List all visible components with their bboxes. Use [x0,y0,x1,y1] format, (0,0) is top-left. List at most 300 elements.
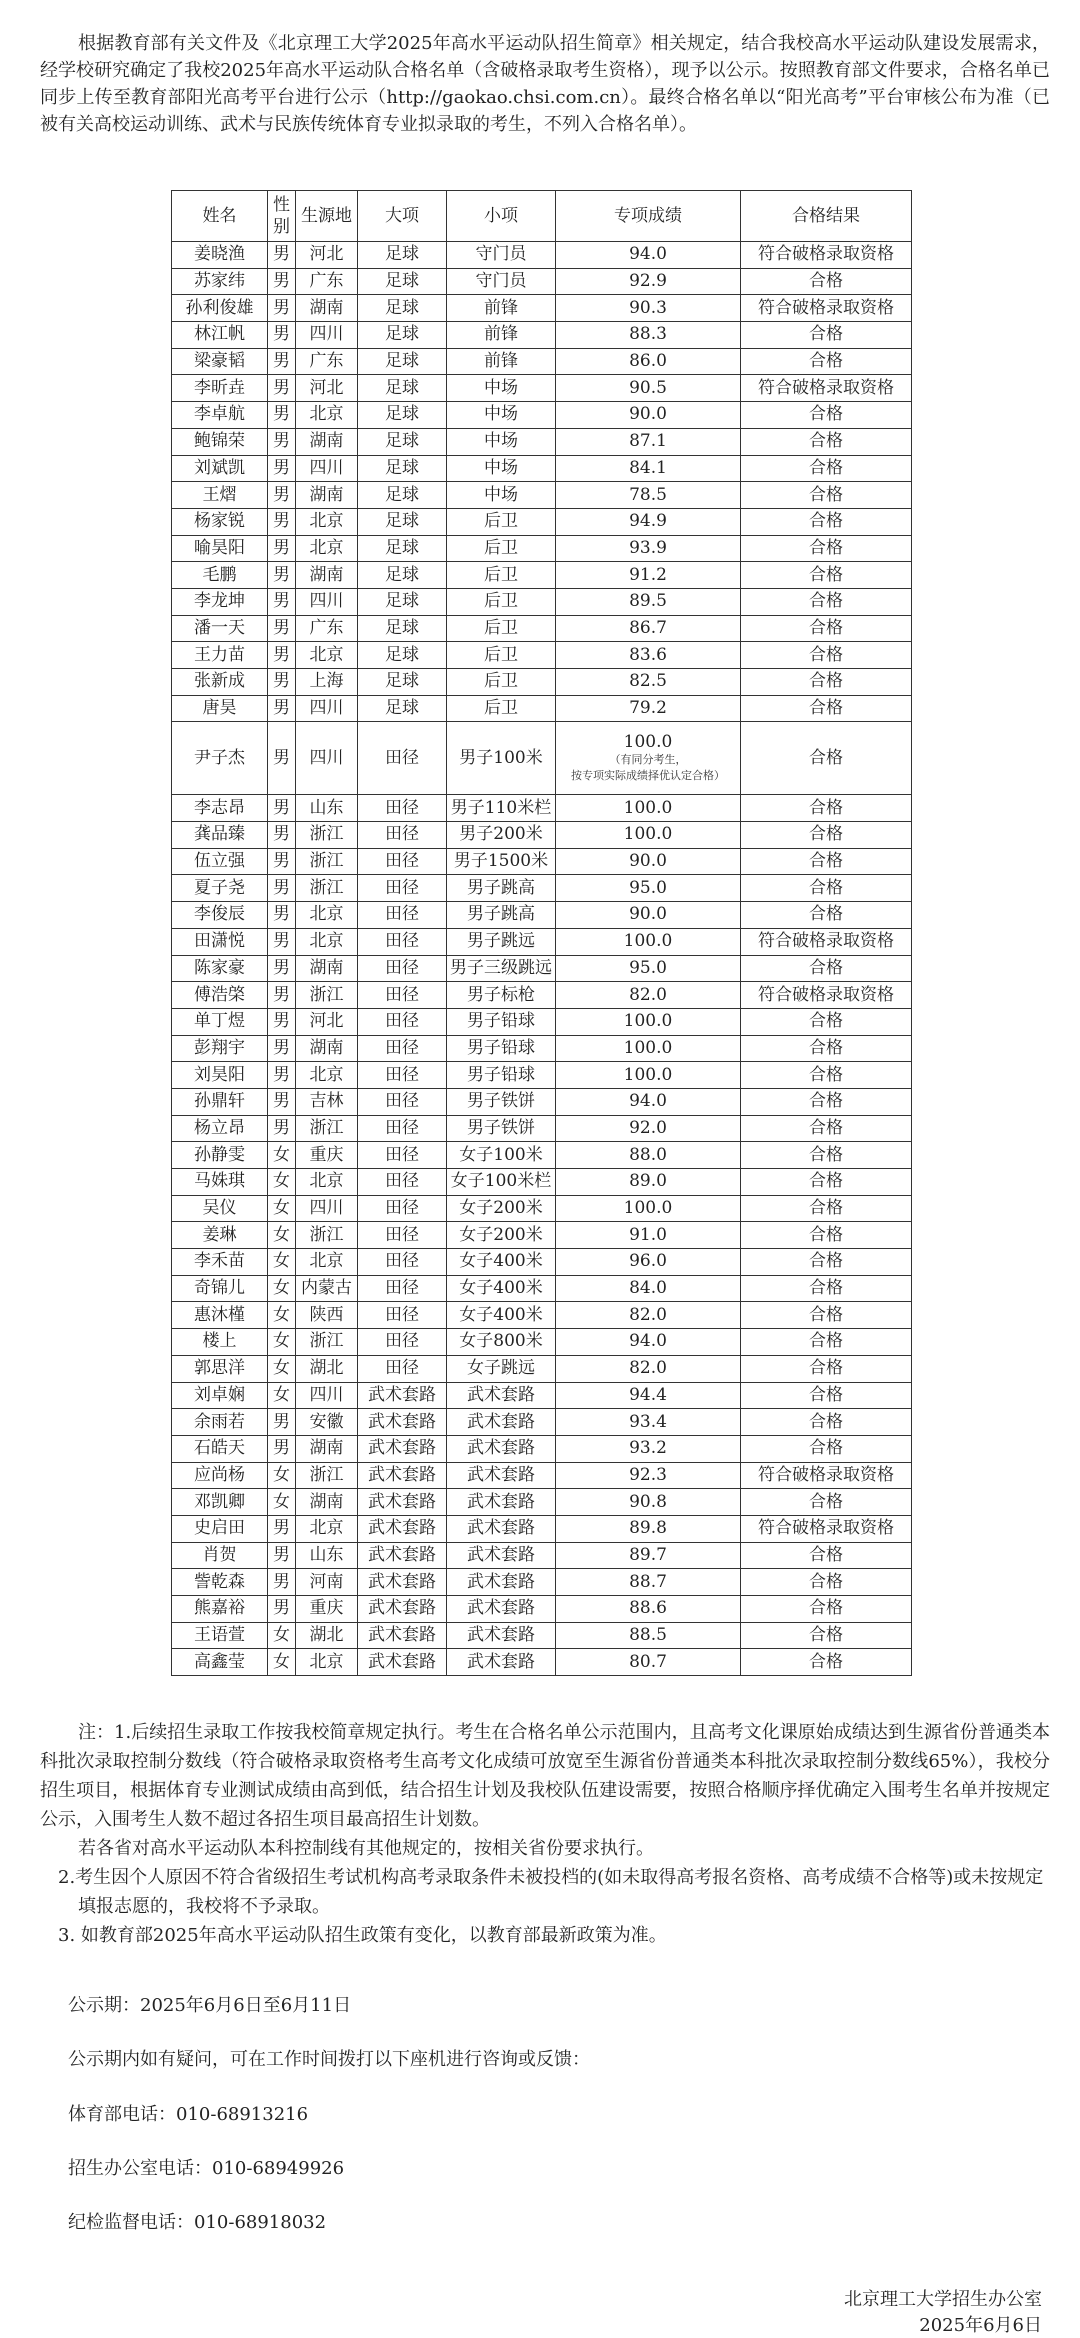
table-row [172,322,912,349]
cell-result: 合格 [741,535,912,562]
cell-event: 男子跳远 [447,928,556,955]
cell-event: 前锋 [447,322,556,349]
cell-gender: 男 [268,562,296,589]
cell-score: 90.0 [556,402,741,429]
cell-gender: 男 [268,482,296,509]
cell-category: 足球 [358,455,447,482]
cell-result: 合格 [741,1222,912,1249]
cell-gender: 男 [268,982,296,1009]
cell-name: 奇锦儿 [172,1275,268,1302]
cell-event: 后卫 [447,642,556,669]
cell-gender: 女 [268,1222,296,1249]
cell-result: 合格 [741,1115,912,1142]
cell-score: 95.0 [556,955,741,982]
cell-origin: 内蒙古 [296,1275,358,1302]
table-row [172,1062,912,1089]
cell-name: 王力苗 [172,642,268,669]
cell-score: 88.5 [556,1622,741,1649]
cell-score: 96.0 [556,1249,741,1276]
cell-origin: 北京 [296,1515,358,1542]
cell-event: 女子400米 [447,1249,556,1276]
cell-gender: 男 [268,615,296,642]
cell-category: 足球 [358,482,447,509]
cell-score: 90.8 [556,1489,741,1516]
cell-result: 合格 [741,902,912,929]
cell-result: 合格 [741,482,912,509]
cell-result: 合格 [741,1088,912,1115]
table-row [172,1355,912,1382]
cell-gender: 男 [268,1115,296,1142]
cell-gender: 女 [268,1249,296,1276]
cell-result: 符合破格录取资格 [741,1515,912,1542]
cell-score: 92.3 [556,1462,741,1489]
table-row [172,822,912,849]
table-row [172,1302,912,1329]
table-row [172,482,912,509]
cell-name: 尹子杰 [172,722,268,795]
table-header-row [172,191,912,242]
cell-origin: 河北 [296,1008,358,1035]
header-name: 姓名 [172,191,268,242]
cell-event: 女子800米 [447,1329,556,1356]
cell-score: 94.0 [556,242,741,269]
header-gender: 性 别 [268,191,296,242]
cell-name: 王熠 [172,482,268,509]
cell-event: 守门员 [447,268,556,295]
cell-result: 符合破格录取资格 [741,375,912,402]
cell-score: 89.5 [556,588,741,615]
cell-name: 姜晓渔 [172,242,268,269]
cell-gender: 男 [268,642,296,669]
cell-origin: 湖南 [296,1489,358,1516]
cell-name: 孙鼎轩 [172,1088,268,1115]
cell-origin: 北京 [296,928,358,955]
cell-score: 94.0 [556,1088,741,1115]
cell-event: 武术套路 [447,1569,556,1596]
table-row [172,1596,912,1623]
cell-result: 符合破格录取资格 [741,982,912,1009]
cell-result: 合格 [741,875,912,902]
cell-event: 男子铅球 [447,1062,556,1089]
cell-score: 89.7 [556,1542,741,1569]
cell-result: 合格 [741,1275,912,1302]
cell-result: 合格 [741,1249,912,1276]
cell-gender: 女 [268,1462,296,1489]
table-row [172,848,912,875]
cell-category: 足球 [358,642,447,669]
cell-gender: 男 [268,375,296,402]
cell-result: 合格 [741,695,912,722]
cell-origin: 北京 [296,535,358,562]
cell-name: 刘卓娴 [172,1382,268,1409]
cell-score: 89.8 [556,1515,741,1542]
header-event: 小项 [447,191,556,242]
cell-origin: 湖南 [296,562,358,589]
cell-score: 82.0 [556,982,741,1009]
cell-category: 田径 [358,848,447,875]
cell-category: 足球 [358,428,447,455]
cell-gender: 男 [268,669,296,696]
cell-gender: 男 [268,722,296,795]
inquiry-text: 公示期内如有疑问，可在工作时间拨打以下座机进行咨询或反馈： [68,2049,590,2070]
cell-name: 单丁煜 [172,1008,268,1035]
table-row [172,1489,912,1516]
cell-origin: 四川 [296,1382,358,1409]
cell-event: 男子1500米 [447,848,556,875]
note-3: 3. 如教育部2025年高水平运动队招生政策有变化，以教育部最新政策为准。 [58,1925,667,1946]
cell-category: 足球 [358,615,447,642]
cell-event: 前锋 [447,348,556,375]
cell-score: 93.4 [556,1409,741,1436]
cell-name: 潘一天 [172,615,268,642]
table-row [172,1622,912,1649]
cell-score: 95.0 [556,875,741,902]
cell-gender: 女 [268,1275,296,1302]
cell-category: 田径 [358,1115,447,1142]
cell-category: 武术套路 [358,1622,447,1649]
cell-name: 应尚杨 [172,1462,268,1489]
cell-event: 武术套路 [447,1515,556,1542]
cell-origin: 浙江 [296,1462,358,1489]
cell-score: 93.2 [556,1435,741,1462]
cell-result: 符合破格录取资格 [741,1462,912,1489]
cell-gender: 男 [268,455,296,482]
cell-origin: 四川 [296,455,358,482]
cell-name: 孙利俊雄 [172,295,268,322]
cell-origin: 四川 [296,322,358,349]
cell-name: 姜琳 [172,1222,268,1249]
cell-origin: 浙江 [296,982,358,1009]
cell-gender: 男 [268,295,296,322]
table-row [172,402,912,429]
cell-result: 合格 [741,848,912,875]
table-row [172,588,912,615]
cell-event: 男子铅球 [447,1035,556,1062]
cell-origin: 四川 [296,588,358,615]
cell-result: 合格 [741,1435,912,1462]
cell-result: 合格 [741,795,912,822]
cell-event: 男子100米 [447,722,556,795]
cell-category: 田径 [358,902,447,929]
table-row [172,1462,912,1489]
cell-gender: 男 [268,508,296,535]
table-row [172,1035,912,1062]
cell-event: 男子标枪 [447,982,556,1009]
cell-name: 吴仪 [172,1195,268,1222]
cell-gender: 男 [268,955,296,982]
table-row [172,1329,912,1356]
cell-category: 田径 [358,875,447,902]
cell-event: 女子400米 [447,1275,556,1302]
cell-gender: 女 [268,1329,296,1356]
table-row [172,375,912,402]
cell-gender: 男 [268,1515,296,1542]
cell-gender: 男 [268,242,296,269]
cell-score: 100.0 [556,1062,741,1089]
cell-category: 武术套路 [358,1435,447,1462]
cell-origin: 四川 [296,1195,358,1222]
cell-category: 武术套路 [358,1569,447,1596]
cell-origin: 浙江 [296,822,358,849]
period-label: 公示期： [68,1995,140,2016]
cell-origin: 北京 [296,402,358,429]
cell-origin: 广东 [296,268,358,295]
cell-result: 合格 [741,428,912,455]
cell-score: 82.5 [556,669,741,696]
cell-score: 94.9 [556,508,741,535]
cell-category: 田径 [358,955,447,982]
cell-name: 邓凯卿 [172,1489,268,1516]
cell-name: 熊嘉裕 [172,1596,268,1623]
cell-origin: 湖南 [296,1035,358,1062]
intro-paragraph: 根据教育部有关文件及《北京理工大学2025年高水平运动队招生简章》相关规定，结合我校高水平运动队建设发展需求，经学校研究确定了我校2025年高水平运动队合格名单（含破格录取考生资格），现予以公示。按照教育部文件要求，合格名单已同步上传至教育部阳光高考平台进行公示（http://gaokao.chsi.com.cn）。最终合格名单以“阳光高考”平台审核公布为准（已被有关高校运动训练、武术与民族传统体育专业拟录取的考生，不列入合格名单）。 [40,33,1050,135]
cell-name: 王语萱 [172,1622,268,1649]
cell-result: 合格 [741,1382,912,1409]
cell-score: 91.0 [556,1222,741,1249]
cell-category: 足球 [358,588,447,615]
cell-category: 田径 [358,1142,447,1169]
cell-event: 中场 [447,428,556,455]
cell-score: 90.0 [556,902,741,929]
cell-score: 92.0 [556,1115,741,1142]
cell-category: 武术套路 [358,1515,447,1542]
cell-event: 男子跳高 [447,875,556,902]
cell-origin: 山东 [296,1542,358,1569]
cell-event: 后卫 [447,535,556,562]
cell-result: 合格 [741,955,912,982]
cell-event: 武术套路 [447,1409,556,1436]
cell-origin: 吉林 [296,1088,358,1115]
cell-gender: 男 [268,588,296,615]
cell-score: 100.0 [556,795,741,822]
cell-origin: 浙江 [296,875,358,902]
cell-result: 合格 [741,1142,912,1169]
cell-category: 田径 [358,1195,447,1222]
contact-sports: 体育部电话：010-68913216 [68,2104,309,2125]
signature-date: 2025年6月6日 [919,2315,1042,2336]
cell-result: 合格 [741,268,912,295]
table-row [172,902,912,929]
cell-result: 合格 [741,1596,912,1623]
cell-gender: 男 [268,1088,296,1115]
cell-category: 田径 [358,1222,447,1249]
cell-name: 张新成 [172,669,268,696]
cell-event: 武术套路 [447,1596,556,1623]
cell-score: 100.0 [556,1195,741,1222]
cell-name: 高鑫莹 [172,1649,268,1676]
cell-category: 武术套路 [358,1409,447,1436]
cell-score: 78.5 [556,482,741,509]
cell-score: 84.1 [556,455,741,482]
cell-origin: 山东 [296,795,358,822]
cell-result: 合格 [741,402,912,429]
cell-score: 94.4 [556,1382,741,1409]
cell-origin: 北京 [296,1249,358,1276]
cell-event: 武术套路 [447,1649,556,1676]
cell-event: 男子110米栏 [447,795,556,822]
cell-gender: 男 [268,1569,296,1596]
cell-name: 刘昊阳 [172,1062,268,1089]
cell-name: 陈家豪 [172,955,268,982]
cell-event: 男子三级跳远 [447,955,556,982]
cell-score: 88.0 [556,1142,741,1169]
cell-category: 田径 [358,982,447,1009]
cell-category: 田径 [358,822,447,849]
cell-event: 后卫 [447,588,556,615]
contact-admissions: 招生办公室电话：010-68949926 [68,2158,345,2179]
cell-category: 足球 [358,695,447,722]
table-row [172,955,912,982]
cell-event: 男子跳高 [447,902,556,929]
table-row [172,1115,912,1142]
cell-name: 田潇悦 [172,928,268,955]
cell-event: 后卫 [447,562,556,589]
cell-name: 杨立昂 [172,1115,268,1142]
cell-event: 男子铁饼 [447,1115,556,1142]
cell-origin: 浙江 [296,1329,358,1356]
cell-name: 夏子尧 [172,875,268,902]
signature-office: 北京理工大学招生办公室 [844,2289,1042,2310]
cell-name: 杨家锐 [172,508,268,535]
cell-gender: 男 [268,1008,296,1035]
cell-origin: 北京 [296,1649,358,1676]
contact-discipline: 纪检监督电话：010-68918032 [68,2212,327,2233]
cell-result: 合格 [741,1409,912,1436]
cell-event: 武术套路 [447,1489,556,1516]
cell-result: 合格 [741,615,912,642]
cell-origin: 河北 [296,375,358,402]
cell-origin: 四川 [296,695,358,722]
cell-category: 田径 [358,1355,447,1382]
cell-score: 82.0 [556,1355,741,1382]
cell-name: 李昕垚 [172,375,268,402]
cell-name: 李龙坤 [172,588,268,615]
table-row [172,722,912,795]
cell-name: 訾乾森 [172,1569,268,1596]
cell-gender: 女 [268,1622,296,1649]
cell-name: 苏家纬 [172,268,268,295]
cell-name: 林江帆 [172,322,268,349]
cell-result: 合格 [741,822,912,849]
cell-origin: 河北 [296,242,358,269]
cell-category: 足球 [358,375,447,402]
table-row [172,562,912,589]
cell-name: 郭思洋 [172,1355,268,1382]
cell-gender: 女 [268,1649,296,1676]
cell-origin: 浙江 [296,1115,358,1142]
cell-event: 男子200米 [447,822,556,849]
header-category: 大项 [358,191,447,242]
cell-gender: 女 [268,1355,296,1382]
cell-score: 87.1 [556,428,741,455]
cell-score: 90.3 [556,295,741,322]
cell-name: 唐昊 [172,695,268,722]
cell-gender: 女 [268,1142,296,1169]
cell-name: 李卓航 [172,402,268,429]
cell-name: 马姝琪 [172,1169,268,1196]
cell-gender: 男 [268,1062,296,1089]
table-row [172,1409,912,1436]
cell-gender: 男 [268,348,296,375]
cell-event: 武术套路 [447,1542,556,1569]
cell-event: 后卫 [447,669,556,696]
cell-origin: 北京 [296,508,358,535]
cell-gender: 男 [268,795,296,822]
table-row [172,242,912,269]
table-row [172,1195,912,1222]
cell-origin: 湖南 [296,1435,358,1462]
cell-name: 李志昂 [172,795,268,822]
table-row [172,642,912,669]
qualified-list-table [171,190,912,1676]
cell-score: 88.7 [556,1569,741,1596]
cell-category: 田径 [358,722,447,795]
cell-gender: 男 [268,428,296,455]
cell-name: 李俊辰 [172,902,268,929]
cell-result: 合格 [741,669,912,696]
cell-result: 合格 [741,1169,912,1196]
cell-name: 毛鹏 [172,562,268,589]
cell-category: 武术套路 [358,1542,447,1569]
cell-gender: 女 [268,1382,296,1409]
cell-score: 91.2 [556,562,741,589]
cell-category: 足球 [358,348,447,375]
note-2: 2.考生因个人原因不符合省级招生考试机构高考录取条件未被投档的(如未取得高考报名资格、高考成绩不合格等)或未按规定填报志愿的，我校将不予录取。 [58,1867,1044,1917]
cell-name: 傅浩棨 [172,982,268,1009]
cell-result: 合格 [741,588,912,615]
table-row [172,695,912,722]
cell-category: 田径 [358,1329,447,1356]
cell-name: 惠沐槿 [172,1302,268,1329]
table-row [172,508,912,535]
cell-result: 合格 [741,1062,912,1089]
cell-origin: 重庆 [296,1596,358,1623]
cell-event: 女子200米 [447,1195,556,1222]
cell-category: 田径 [358,1008,447,1035]
cell-result: 合格 [741,1195,912,1222]
cell-event: 后卫 [447,695,556,722]
cell-name: 肖贺 [172,1542,268,1569]
table-row [172,428,912,455]
cell-score: 100.0 （有同分考生， 按专项实际成绩择优认定合格） [556,722,741,795]
cell-event: 女子100米栏 [447,1169,556,1196]
cell-result: 合格 [741,1355,912,1382]
table-row [172,982,912,1009]
cell-origin: 安徽 [296,1409,358,1436]
cell-result: 合格 [741,1649,912,1676]
cell-category: 田径 [358,1249,447,1276]
cell-score: 100.0 [556,1008,741,1035]
table-row [172,1435,912,1462]
cell-score: 92.9 [556,268,741,295]
table-row [172,455,912,482]
cell-origin: 浙江 [296,848,358,875]
cell-category: 武术套路 [358,1489,447,1516]
cell-origin: 河南 [296,1569,358,1596]
cell-category: 足球 [358,295,447,322]
cell-score: 94.0 [556,1329,741,1356]
cell-result: 合格 [741,1622,912,1649]
cell-gender: 男 [268,902,296,929]
table-row [172,1169,912,1196]
cell-category: 武术套路 [358,1462,447,1489]
table-row [172,1542,912,1569]
cell-origin: 上海 [296,669,358,696]
cell-origin: 陕西 [296,1302,358,1329]
note-1: 注：1.后续招生录取工作按我校简章规定执行。考生在合格名单公示范围内，且高考文化课原始成绩达到生源省份普通类本科批次录取控制分数线（符合破格录取资格考生高考文化成绩可放宽至生源省份普通类本科批次录取控制分数线65%），我校分招生项目，根据体育专业测试成绩由高到低，结合招生计划及我校队伍建设需要，按照合格顺序择优确定入围考生名单并按规定公示，入围考生人数不超过各招生项目最高招生计划数。 [40,1722,1050,1830]
cell-event: 中场 [447,375,556,402]
table-row [172,1249,912,1276]
